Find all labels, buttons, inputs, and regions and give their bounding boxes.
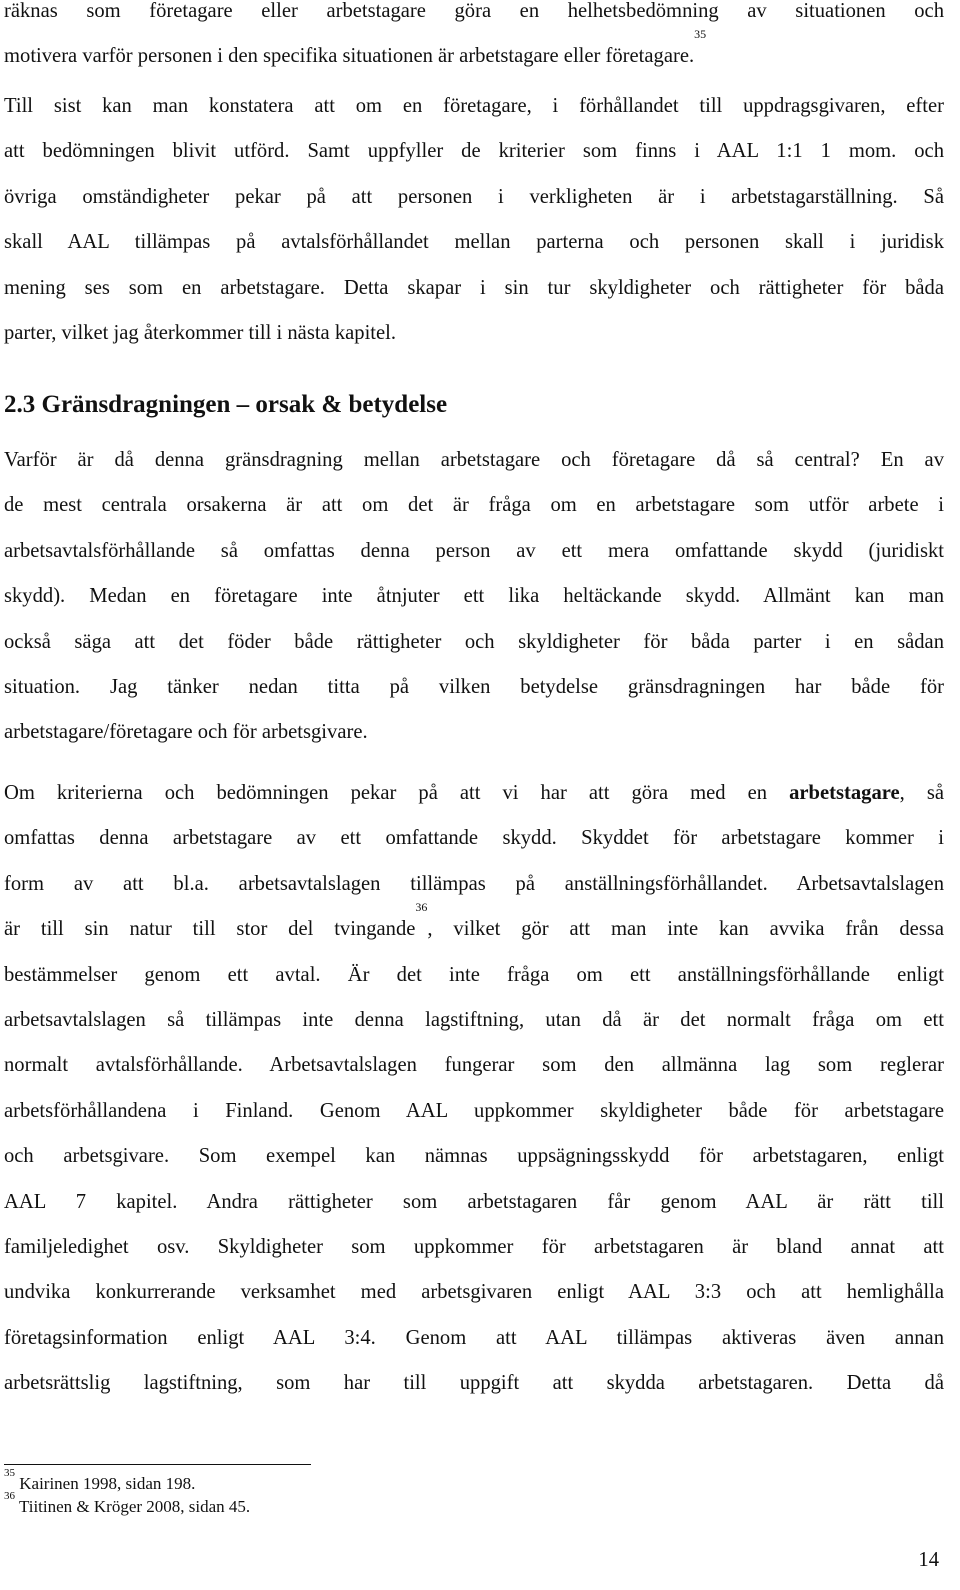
emphasis-text: arbetstagare	[789, 782, 900, 804]
text-line: arbetsförhållandena i Finland. Genom AAL uppkommer skyldigheter både för arbetstagare	[4, 1099, 944, 1122]
text-line: företagsinformation enligt AAL 3:4. Genom att AAL tillämpas aktiveras även annan	[4, 1326, 944, 1349]
text-line: arbetsavtalsförhållande så omfattas denna person av ett mera omfattande skydd (juridiskt	[4, 539, 944, 562]
text-line: arbetsrättslig lagstiftning, som har till uppgift att skydda arbetstagaren. Detta då	[4, 1372, 944, 1395]
text-line: AAL 7 kapitel. Andra rättigheter som arbetstagaren får genom AAL är rätt till	[4, 1190, 944, 1213]
section-heading: 2.3 Gränsdragningen – orsak & betydelse	[4, 391, 448, 418]
paragraph-4	[4, 771, 944, 1406]
paragraph-2	[4, 84, 944, 356]
text-line: Till sist kan man konstatera att om en företagare, i förhållandet till uppdragsgivaren, efter	[4, 95, 944, 117]
text-line: parter, vilket jag återkommer till i nästa kapitel.	[4, 321, 397, 344]
text-line: bestämmelser genom ett avtal. Är det inte fråga om ett anställningsförhållande enligt	[4, 963, 944, 986]
text-line: omfattas denna arbetstagare av ett omfattande skydd. Skyddet för arbetstagare kommer i	[4, 827, 944, 850]
footnote-ref: 36	[415, 900, 428, 915]
footnote-number: 35	[4, 1467, 15, 1479]
text-line: skall AAL tillämpas på avtalsförhållandet mellan parterna och personen skall i juridisk	[4, 231, 944, 254]
footnote-ref: 35	[694, 27, 707, 42]
text-line: också säga att det föder både rättigheter och skyldigheter för båda parter i en sådan	[4, 630, 944, 653]
footnotes	[4, 1467, 251, 1518]
text-line: mening ses som en arbetstagare. Detta skapar i sin tur skyldigheter och rättigheter för båda	[4, 276, 944, 299]
text-line: normalt avtalsförhållande. Arbetsavtalslagen fungerar som den allmänna lag som reglerar	[4, 1054, 944, 1077]
text-line: Varför är då denna gränsdragning mellan arbetstagare och företagare då så central? En av	[4, 449, 944, 471]
text-line: Om kriterierna och bedömningen pekar på att vi har att göra med en arbetstagare, så	[4, 782, 944, 804]
paragraph-3	[4, 438, 944, 756]
text-line: arbetsavtalslagen så tillämpas inte denna lagstiftning, utan då är det normalt fråga om ett	[4, 1008, 944, 1031]
text-line: att bedömningen blivit utförd. Samt uppfyller de kriterier som finns i AAL 1:1 1 mom. och	[4, 140, 944, 163]
page-number: 14	[918, 1549, 939, 1571]
text-line: motivera varför personen i den specifika situationen är arbetstagare eller företagare.$^{35}$	[4, 27, 707, 68]
text-line: situation. Jag tänker nedan titta på vilken betydelse gränsdragningen har både för	[4, 675, 944, 698]
text-line: och arbetsgivare. Som exempel kan nämnas uppsägningsskydd för arbetstagaren, enligt	[4, 1145, 944, 1168]
footnote: $^{35}$ Kairinen 1998, sidan 198.	[4, 1467, 196, 1493]
text-line: undvika konkurrerande verksamhet med arbetsgivaren enligt AAL 3:3 och att hemlighålla	[4, 1281, 944, 1304]
text-line: arbetstagare/företagare och för arbetsgivare.	[4, 721, 368, 744]
text-line: de mest centrala orsakerna är att om det är fråga om en arbetstagare som utför arbete i	[4, 494, 944, 517]
text-line: övriga omständigheter pekar på att personen i verkligheten är i arbetstagarställning. Så	[4, 185, 944, 208]
text-line: räknas som företagare eller arbetstagare göra en helhetsbedömning av situationen och	[4, 0, 944, 22]
text-line: familjeledighet osv. Skyldigheter som uppkommer för arbetstagaren är bland annat att	[4, 1235, 944, 1258]
text-line: form av att bl.a. arbetsavtalslagen tillämpas på anställningsförhållandet. Arbetsavtalslagen	[4, 872, 944, 895]
text-line: skydd). Medan en företagare inte åtnjuter ett lika heltäckande skydd. Allmänt kan man	[4, 585, 944, 608]
text-line: är till sin natur till stor del tvingande$^{36}$, vilket gör att man inte kan avvika från dessa	[4, 900, 944, 941]
footnote-number: 36	[4, 1490, 15, 1502]
footnote: $^{36}$ Tiitinen & Kröger 2008, sidan 45.	[4, 1490, 251, 1516]
footnote-divider	[4, 1464, 311, 1465]
paragraph-1	[4, 0, 944, 80]
